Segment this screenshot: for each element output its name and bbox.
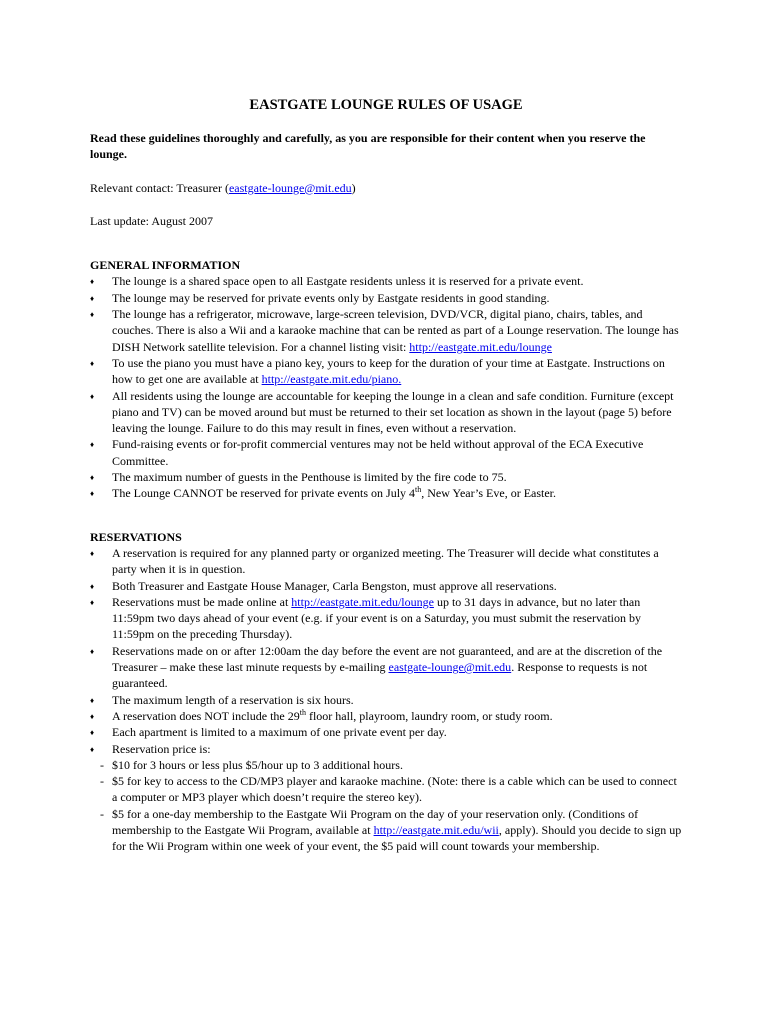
superscript: th: [415, 485, 422, 495]
list-item-text: A reservation does NOT include the 29: [112, 708, 300, 723]
price-item-text: $5 for a one-day membership to the Eastgate Wii Program on the day of your reservation only. (Conditions of membership to the Eastgate Wii Program, available at: [112, 806, 639, 837]
lounge-channel-link[interactable]: http://eastgate.mit.edu/lounge: [409, 339, 552, 354]
list-item-text: To use the piano you must have a piano key, yours to keep for the duration of your time at Eastgate. Instructions on how to get one are available at: [112, 355, 665, 387]
list-item-text: A reservation is required for any planned party or organized meeting. The Treasurer will decide what constitutes a party when it is in question.: [112, 545, 659, 577]
list-item: [90, 485, 682, 501]
contact-line: [90, 180, 682, 196]
bullet-icon: ♦: [90, 277, 95, 287]
wii-program-link[interactable]: http://eastgate.mit.edu/wii: [373, 822, 499, 837]
list-item: [90, 388, 682, 437]
list-item: [90, 578, 682, 594]
list-item: [90, 436, 682, 469]
price-item-text: $5 for key to access to the CD/MP3 player and karaoke machine. (Note: there is a cable which can be used to connect a computer or MP3 player which doesn’t require the stereo key).: [112, 774, 677, 805]
list-item-text: The lounge may be reserved for private events only by Eastgate residents in good standing.: [112, 290, 550, 305]
bullet-icon: ♦: [90, 646, 95, 656]
contact-email-link[interactable]: eastgate-lounge@mit.edu: [228, 180, 352, 195]
list-item: [90, 355, 682, 388]
general-information-list: [90, 273, 682, 501]
list-item: [90, 545, 682, 578]
reservations-heading: RESERVATIONS: [90, 529, 182, 544]
list-item-text: , New Year’s Eve, or Easter.: [421, 486, 557, 501]
contact-prefix: Relevant contact: Treasurer (: [90, 180, 229, 195]
bullet-icon: ♦: [90, 473, 95, 483]
intro-paragraph: Read these guidelines thoroughly and carefully, as you are responsible for their content when you reserve the lounge.: [90, 131, 646, 162]
piano-link[interactable]: http://eastgate.mit.edu/piano.: [261, 372, 402, 387]
list-item-text: Both Treasurer and Eastgate House Manager, Carla Bengston, must approve all reservations.: [112, 578, 557, 593]
dash-icon: -: [100, 806, 104, 821]
list-item: [90, 273, 682, 289]
bullet-icon: ♦: [90, 391, 95, 401]
list-item-text: Reservation price is:: [112, 741, 211, 756]
bullet-icon: ♦: [90, 695, 95, 705]
price-item-text: $10 for 3 hours or less plus $5/hour up to 3 additional hours.: [112, 757, 403, 772]
list-item-text: The lounge is a shared space open to all Eastgate residents unless it is reserved for a private event.: [112, 274, 584, 289]
price-item-text: , apply). Should you decide to sign up for the Wii Program within one week of your event, the $5 paid will count towards your membership.: [112, 822, 682, 854]
bullet-icon: ♦: [90, 440, 95, 450]
price-item: [90, 806, 682, 855]
bullet-icon: ♦: [90, 310, 95, 320]
bullet-icon: ♦: [90, 744, 95, 754]
list-item: [90, 306, 682, 355]
list-item: [90, 724, 682, 740]
list-item-text: The Lounge CANNOT be reserved for private events on July 4: [112, 486, 416, 501]
list-item-text: floor hall, playroom, laundry room, or study room.: [305, 708, 553, 723]
document-title: EASTGATE LOUNGE RULES OF USAGE: [249, 97, 523, 113]
bullet-icon: ♦: [90, 711, 95, 721]
treasurer-email-link[interactable]: eastgate-lounge@mit.edu: [388, 660, 512, 675]
list-item: [90, 290, 682, 306]
bullet-icon: ♦: [90, 597, 95, 607]
general-information-heading: GENERAL INFORMATION: [90, 258, 241, 273]
bullet-icon: ♦: [90, 548, 95, 558]
document-page: [90, 96, 682, 855]
list-item: [90, 741, 682, 757]
list-item: [90, 594, 682, 643]
list-item-text: Fund-raising events or for-profit commercial ventures may not be held without approval of the ECA Executive Committee.: [112, 437, 644, 468]
reservation-online-link[interactable]: http://eastgate.mit.edu/lounge: [291, 594, 434, 609]
bullet-icon: ♦: [90, 293, 95, 303]
superscript: th: [299, 707, 306, 717]
list-item-text: The maximum number of guests in the Penthouse is limited by the fire code to 75.: [112, 470, 507, 485]
list-item-text: Each apartment is limited to a maximum of one private event per day.: [112, 725, 447, 740]
list-item: [90, 643, 682, 692]
contact-suffix: ): [351, 180, 356, 195]
reservations-list: [90, 545, 682, 757]
list-item: [90, 708, 682, 724]
list-item-text: The lounge has a refrigerator, microwave, large-screen television, DVD/VCR, digital piano, chairs, tables, and couches. There is also a Wii and a karaoke machine that can be rented as part of a Lounge reservation. The lounge has DISH Network satellite television. For a channel listing visit:: [112, 307, 679, 354]
list-item-text: Reservations made on or after 12:00am the day before the event are not guaranteed, and are at the discretion of the Treasurer – make these last minute requests by e-mailing: [112, 643, 663, 675]
list-item-text: All residents using the lounge are accountable for keeping the lounge in a clean and safe condition. Furniture (except piano and TV) can be moved around but must be returned to their set location as shown in the layout (page 5) before leaving the lounge. Failure to do this may result in fines, even without a reservation.: [112, 388, 674, 436]
list-item: [90, 692, 682, 708]
price-item: [90, 757, 682, 773]
price-list: [90, 757, 682, 855]
bullet-icon: ♦: [90, 581, 95, 591]
dash-icon: -: [100, 757, 104, 772]
list-item-text: . Response to requests is not guaranteed.: [112, 660, 648, 691]
last-update: Last update: August 2007: [90, 213, 213, 228]
price-item: [90, 773, 682, 806]
list-item: [90, 469, 682, 485]
list-item-text: Reservations must be made online at: [112, 594, 292, 609]
dash-icon: -: [100, 774, 104, 789]
bullet-icon: ♦: [90, 358, 95, 368]
list-item-text: up to 31 days in advance, but no later than 11:59pm two days ahead of your event (e.g. if your event is on a Saturday, you must submit the reservation by 11:59pm on the preceding Thursday).: [112, 594, 641, 642]
bullet-icon: ♦: [90, 728, 95, 738]
list-item-text: The maximum length of a reservation is six hours.: [112, 692, 354, 707]
bullet-icon: ♦: [90, 489, 95, 499]
